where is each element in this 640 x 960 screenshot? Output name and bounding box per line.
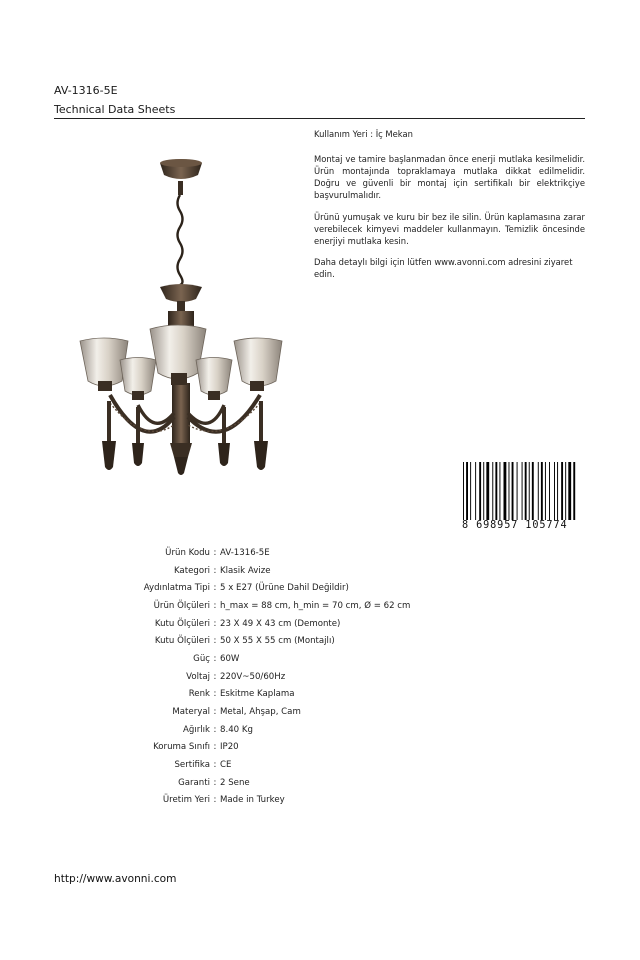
spec-row xyxy=(90,579,470,597)
spec-row xyxy=(90,632,470,650)
spec-value: Klasik Avize xyxy=(220,565,271,576)
product-code-heading: AV-1316-5E xyxy=(54,84,118,97)
spec-label: Materyal xyxy=(172,707,210,718)
spec-label: Kategori xyxy=(173,565,210,576)
spec-value: h_max = 88 cm, h_min = 70 cm, Ø = 62 cm xyxy=(220,600,411,611)
website-link[interactable]: http://www.avonni.com xyxy=(54,873,177,885)
spec-label: Güç xyxy=(193,653,210,664)
barcode-number: 8 698957 105774 xyxy=(462,520,586,531)
spec-separator: : xyxy=(213,795,217,806)
cleaning-note: Ürünü yumuşak ve kuru bir bez ile silin. Ürün kaplamasına zarar verebilecek kimyevi maddeler kullanmayın. Temizlik öncesinde enerjiyi mutlaka kesin. xyxy=(314,211,585,246)
spec-value: 5 x E27 (Ürüne Dahil Değildir) xyxy=(220,583,349,594)
spec-value: Eskitme Kaplama xyxy=(220,689,295,700)
safety-note: Montaj ve tamire başlanmadan önce enerji mutlaka kesilmelidir. Ürün montajında topraklamaya mutlaka dikkat edilmelidir. Doğru ve güvenli bir montaj için sertifikalı bir elektrikçiye başvurulmalıdır. xyxy=(314,154,585,200)
spec-value: CE xyxy=(220,760,232,771)
spec-row xyxy=(90,650,470,668)
spec-separator: : xyxy=(213,671,217,682)
spec-separator: : xyxy=(213,777,217,788)
spec-separator: : xyxy=(213,742,217,753)
spec-row xyxy=(90,686,470,704)
spec-value: 50 X 55 X 55 cm (Montajlı) xyxy=(220,636,335,647)
spec-value: Metal, Ahşap, Cam xyxy=(220,707,301,718)
spec-label: Ürün Ölçüleri xyxy=(153,600,210,611)
spec-value: 2 Sene xyxy=(220,777,250,788)
website-note: Daha detaylı bilgi için lütfen www.avonni.com adresini ziyaret edin. xyxy=(314,257,573,279)
spec-separator: : xyxy=(213,600,217,611)
header-divider xyxy=(54,118,585,119)
spec-row xyxy=(90,615,470,633)
usage-location: Kullanım Yeri : İç Mekan xyxy=(314,129,413,139)
spec-label: Kutu Ölçüleri xyxy=(154,618,210,629)
spec-label: Üretim Yeri xyxy=(162,795,210,806)
spec-separator: : xyxy=(213,653,217,664)
specifications-table xyxy=(90,544,470,809)
spec-separator: : xyxy=(213,618,217,629)
spec-row xyxy=(90,562,470,580)
spec-label: Aydınlatma Tipi xyxy=(143,583,210,594)
spec-label: Garanti xyxy=(178,777,210,788)
spec-label: Voltaj xyxy=(186,671,210,682)
spec-value: IP20 xyxy=(220,742,239,753)
spec-label: Renk xyxy=(188,689,210,700)
spec-label: Ürün Kodu xyxy=(165,547,210,558)
spec-separator: : xyxy=(213,636,217,647)
spec-label: Sertifika xyxy=(174,760,210,771)
usage-notes xyxy=(314,128,585,290)
spec-separator: : xyxy=(213,760,217,771)
spec-row xyxy=(90,703,470,721)
chandelier-image xyxy=(74,155,294,485)
spec-row xyxy=(90,544,470,562)
spec-row xyxy=(90,756,470,774)
spec-label: Ağırlık xyxy=(182,724,210,735)
spec-separator: : xyxy=(213,689,217,700)
spec-separator: : xyxy=(213,565,217,576)
spec-separator: : xyxy=(213,583,217,594)
spec-row xyxy=(90,774,470,792)
spec-value: 8.40 Kg xyxy=(220,724,253,735)
spec-label: Kutu Ölçüleri xyxy=(154,636,210,647)
spec-row xyxy=(90,739,470,757)
spec-separator: : xyxy=(213,707,217,718)
spec-separator: : xyxy=(213,724,217,735)
spec-value: 60W xyxy=(220,653,240,664)
spec-row xyxy=(90,721,470,739)
spec-label: Koruma Sınıfı xyxy=(153,742,210,753)
spec-value: Made in Turkey xyxy=(220,795,285,806)
spec-value: 23 X 49 X 43 cm (Demonte) xyxy=(220,618,341,629)
spec-separator: : xyxy=(213,547,217,558)
spec-row xyxy=(90,792,470,810)
spec-value: 220V~50/60Hz xyxy=(220,671,286,682)
spec-row xyxy=(90,597,470,615)
document-subtitle: Technical Data Sheets xyxy=(54,103,176,116)
spec-value: AV-1316-5E xyxy=(220,547,270,558)
spec-row xyxy=(90,668,470,686)
